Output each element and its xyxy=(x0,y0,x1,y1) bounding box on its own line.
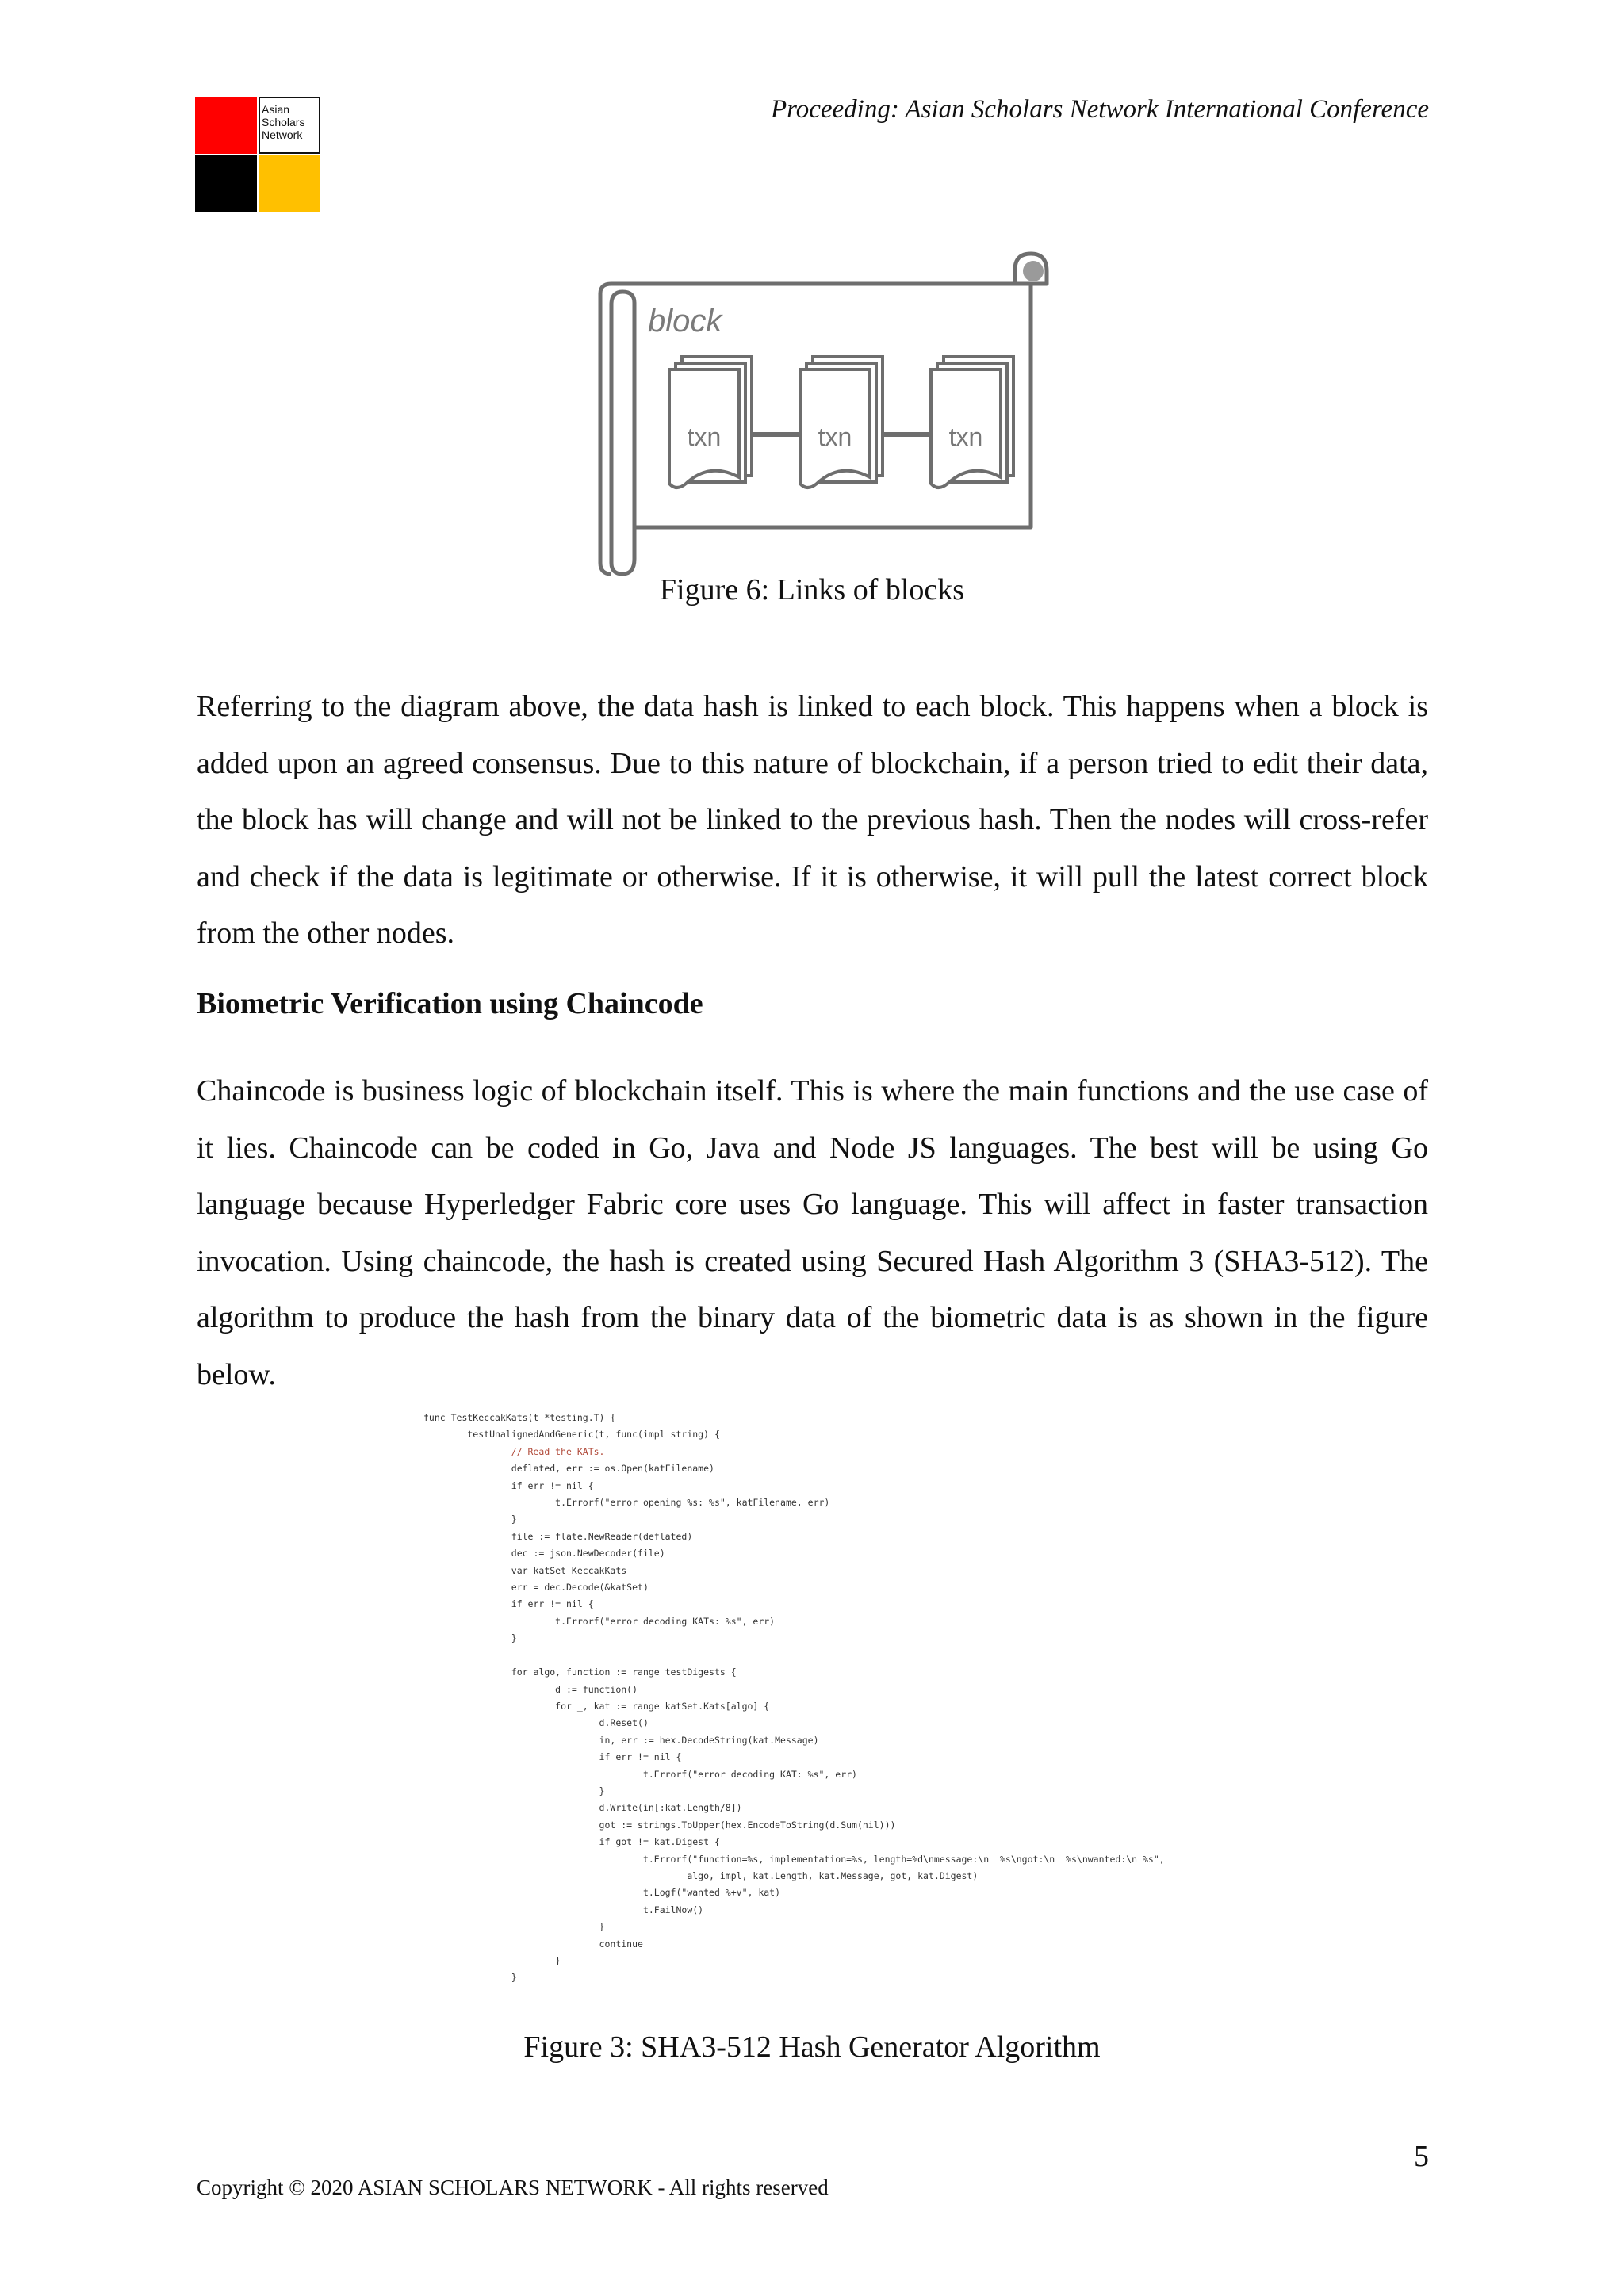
code-line: continue xyxy=(423,1938,643,1950)
logo-red-square xyxy=(195,97,257,154)
code-line: if got != kat.Digest { xyxy=(423,1836,720,1848)
code-line: if err != nil { xyxy=(423,1479,594,1491)
code-line: if err != nil { xyxy=(423,1598,594,1610)
code-line: } xyxy=(423,1972,517,1984)
code-line: } xyxy=(423,1632,517,1644)
code-line: func TestKeccakKats(t *testing.T) { xyxy=(423,1412,616,1423)
code-line: testUnalignedAndGeneric(t, func(impl string) { xyxy=(423,1429,720,1441)
code-line: t.Errorf("error decoding KAT: %s", err) xyxy=(423,1768,857,1780)
code-line: t.Logf("wanted %+v", kat) xyxy=(423,1887,781,1899)
code-line: t.Errorf("error decoding KATs: %s", err) xyxy=(423,1615,776,1627)
code-line: } xyxy=(423,1921,605,1933)
scroll-curl-fill xyxy=(1023,261,1044,281)
asian-scholars-network-logo xyxy=(195,97,320,212)
figure-3-caption: Figure 3: SHA3-512 Hash Generator Algorithm xyxy=(523,2030,1101,2064)
logo-text xyxy=(262,103,304,141)
code-line: d.Write(in[:kat.Length/8]) xyxy=(423,1802,742,1814)
code-line: err = dec.Decode(&katSet) xyxy=(423,1582,649,1594)
page-number: 5 xyxy=(1414,2140,1429,2173)
body-paragraph-1: Referring to the diagram above, the data hash is linked to each block. This happens when a block is added upon an agreed consensus. Due to this nature of blockchain, if a person tried to edit their data, the block has will change and will not be linked to the previous hash. Then the nodes will cross-refer and check if the data is legitimate or otherwise. If it is otherwise, it will pull the latest correct block from the other nodes. xyxy=(197,690,1428,950)
logo-line: Network xyxy=(262,128,303,141)
running-header: Proceeding: Asian Scholars Network International Conference xyxy=(770,95,1429,124)
code-line: for _, kat := range katSet.Kats[algo] { xyxy=(423,1700,770,1712)
sha3-code-listing xyxy=(423,1410,1216,1988)
code-line: d := function() xyxy=(423,1683,638,1695)
code-line: deflated, err := os.Open(katFilename) xyxy=(423,1463,714,1475)
code-line: for algo, function := range testDigests { xyxy=(423,1667,737,1678)
code-line: } xyxy=(423,1955,561,1966)
txn-label-3: txn xyxy=(948,423,983,451)
body-paragraph-2: Chaincode is business logic of blockchain itself. This is where the main functions and the use case of it lies. Chaincode can be coded in Go, Java and Node JS languages. The best will be using Go language because Hyperledger Fabric core uses Go language. This will affect in faster transaction invocation. Using chaincode, the hash is created using Secured Hash Algorithm 3 (SHA3-512). The algorithm to produce the hash from the binary data of the biometric data is as shown in the figure below. xyxy=(197,1074,1428,1391)
code-line: var katSet KeccakKats xyxy=(423,1564,627,1576)
code-line: file := flate.NewReader(deflated) xyxy=(423,1530,693,1542)
code-line: in, err := hex.DecodeString(kat.Message) xyxy=(423,1734,819,1746)
code-line: dec := json.NewDecoder(file) xyxy=(423,1548,665,1559)
code-line: got := strings.ToUpper(hex.EncodeToString(d.Sum(nil))) xyxy=(423,1819,896,1831)
code-line: algo, impl, kat.Length, kat.Message, got, kat.Digest) xyxy=(423,1869,979,1881)
code-line: t.FailNow() xyxy=(423,1904,704,1915)
code-line: } xyxy=(423,1513,517,1525)
logo-black-square xyxy=(195,155,257,212)
txn-label-1: txn xyxy=(687,423,722,451)
code-line: } xyxy=(423,1785,605,1797)
copyright-footer: Copyright © 2020 ASIAN SCHOLARS NETWORK - All rights reserved xyxy=(197,2175,829,2199)
txn-label-2: txn xyxy=(818,423,852,451)
logo-line: Asian xyxy=(262,103,290,116)
logo-line: Scholars xyxy=(262,116,305,128)
logo-yellow-square xyxy=(259,155,320,212)
code-line: if err != nil { xyxy=(423,1751,682,1763)
code-line: // Read the KATs. xyxy=(423,1445,605,1457)
block-links-diagram xyxy=(583,246,1059,579)
code-line: t.Errorf("function=%s, implementation=%s, length=%d\nmessage:\n %s\ngot:\n %s\nwanted:\n %s", xyxy=(423,1853,1165,1865)
code-line: t.Errorf("error opening %s: %s", katFilename, err) xyxy=(423,1497,830,1509)
code-line: d.Reset() xyxy=(423,1717,649,1729)
block-label: block xyxy=(648,304,722,339)
section-heading: Biometric Verification using Chaincode xyxy=(197,987,703,1020)
code-line xyxy=(423,1647,1216,1664)
figure-6-caption: Figure 6: Links of blocks xyxy=(659,573,965,607)
